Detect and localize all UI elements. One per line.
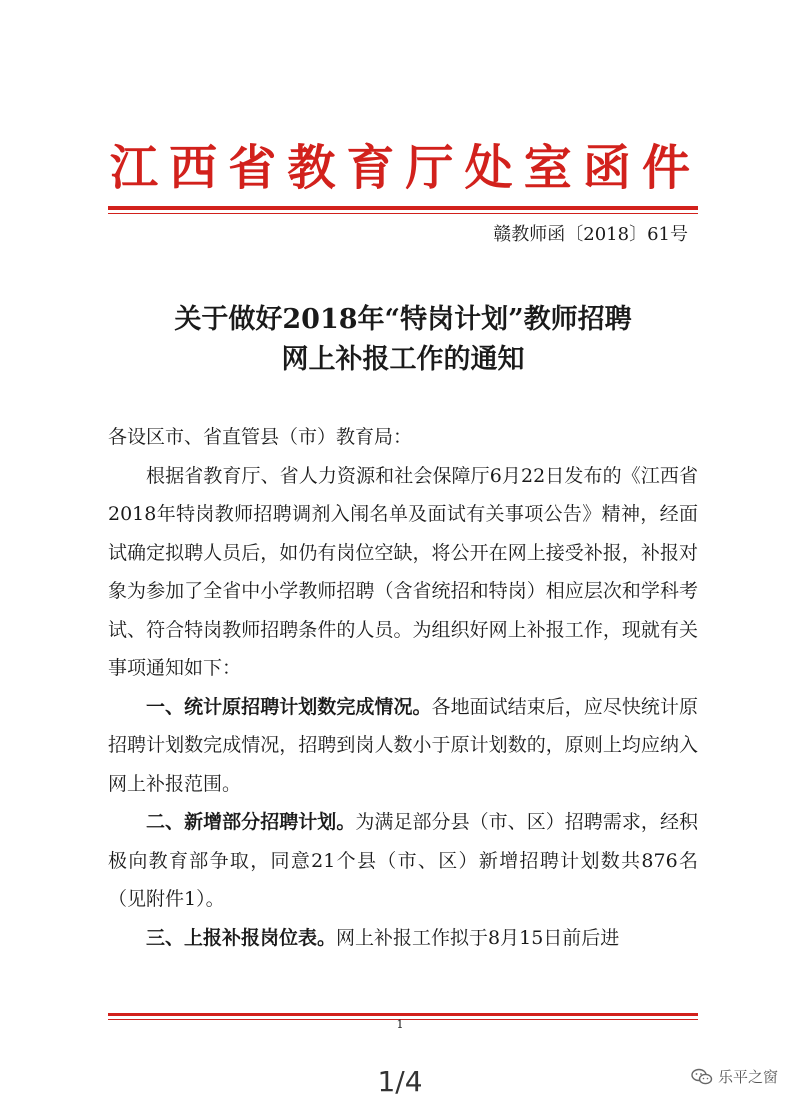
header-char: 厅 xyxy=(405,140,454,196)
section-paragraph xyxy=(108,919,698,958)
header-char: 处 xyxy=(464,140,513,196)
watermark xyxy=(691,1066,778,1087)
title-line-2: 网上补报工作的通知 xyxy=(281,344,525,375)
header-char: 教 xyxy=(287,140,336,196)
header-char: 育 xyxy=(346,140,395,196)
section-paragraph xyxy=(108,688,698,804)
header-char: 省 xyxy=(228,140,277,196)
document-title xyxy=(108,300,698,380)
section-heading: 二、新增部分招聘计划。 xyxy=(146,811,356,833)
section-heading: 三、上报补报岗位表。 xyxy=(146,926,337,949)
page-number: 1 xyxy=(396,1018,404,1031)
header-char: 室 xyxy=(523,140,572,196)
header-char: 江 xyxy=(109,140,158,196)
page-indicator: 1/4 xyxy=(377,1065,423,1098)
title-line-1: 关于做好2018年“特岗计划”教师招聘 xyxy=(174,304,632,335)
wechat-icon xyxy=(691,1068,713,1086)
section-text: 各地面试结束后，应尽快统计原招聘计划数完成情况，招聘到岗人数小于原计划数的，原则上均应纳入网上补报范围。 xyxy=(108,695,698,795)
header-char: 函 xyxy=(582,140,631,196)
watermark-text: 乐平之窗 xyxy=(717,1068,778,1086)
header-char: 件 xyxy=(641,140,690,196)
intro-paragraph: 根据省教育厅、省人力资源和社会保障厅6月22日发布的《江西省2018年特岗教师招聘调剂入闱名单及面试有关事项公告》精神，经面试确定拟聘人员后，如仍有岗位空缺，将公开在网上接受补报，补报对象为参加了全省中小学教师招聘（含省统招和特岗）相应层次和学科考试、符合特岗教师招聘条件的人员。为组织好网上补报工作，现就有关事项通知如下： xyxy=(108,464,698,679)
section-text: 为满足部分县（市、区）招聘需求，经积极向教育部争取，同意21个县（市、区）新增招聘计划数共876名（见附件1）。 xyxy=(108,811,698,910)
header-rule-thin xyxy=(108,213,698,214)
section-paragraph xyxy=(108,803,698,919)
document-number: 赣教师函〔2018〕61号 xyxy=(493,224,688,245)
footer-rule-thick xyxy=(108,1013,698,1016)
header-rule-thick xyxy=(108,206,698,210)
section-heading: 一、统计原招聘计划数完成情况。 xyxy=(146,695,432,718)
section-text: 网上补报工作拟于8月15日前后进 xyxy=(336,926,620,949)
header-title xyxy=(108,138,692,198)
header-char: 西 xyxy=(169,140,218,196)
salutation: 各设区市、省直管县（市）教育局： xyxy=(108,426,413,448)
document-body xyxy=(108,418,698,957)
